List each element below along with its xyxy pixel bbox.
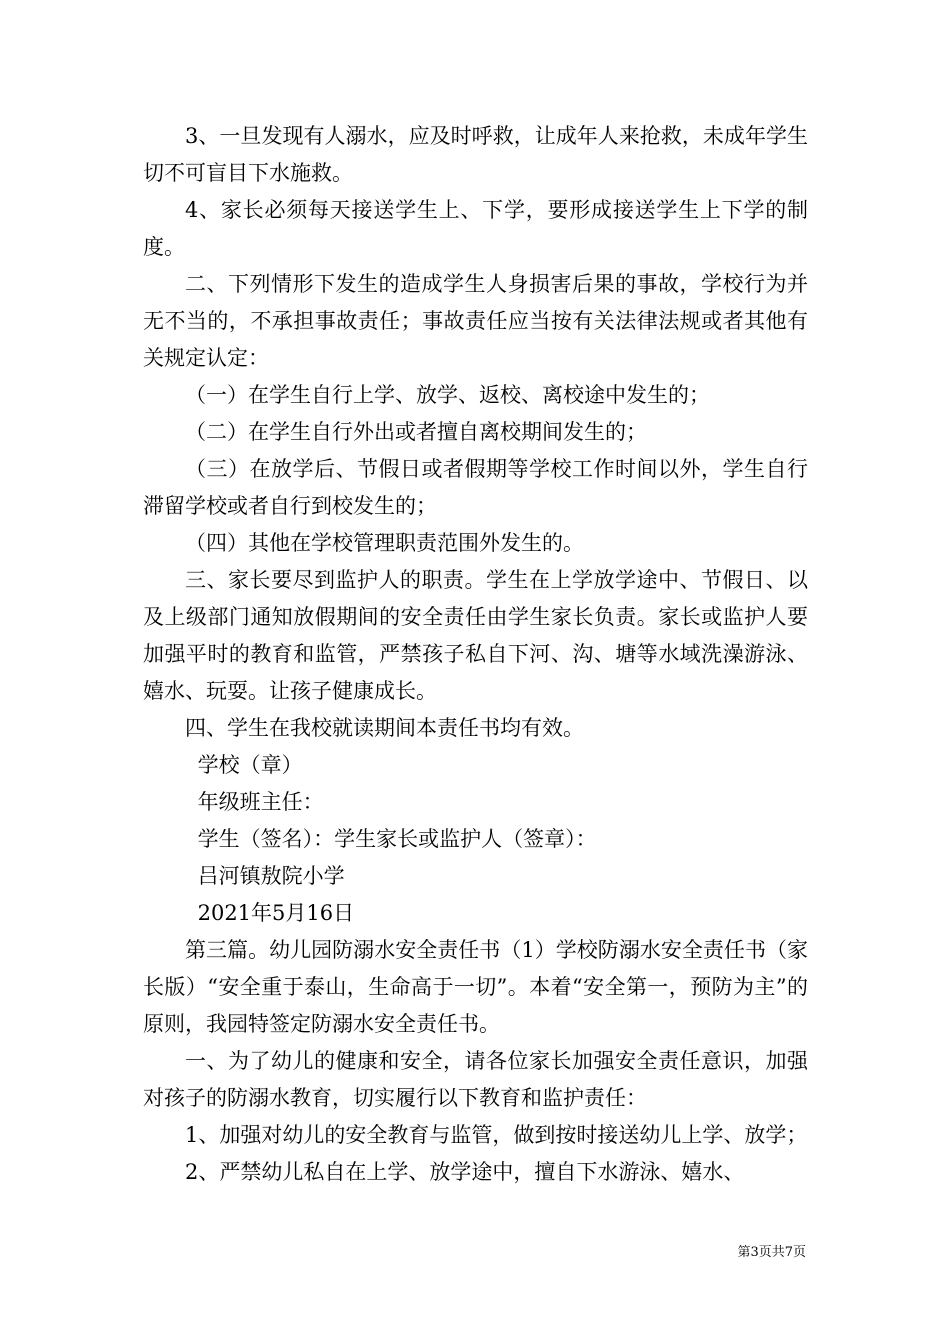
paragraph-case-1: （一）在学生自行上学、放学、返校、离校途中发生的；	[185, 383, 710, 407]
paragraph-item-3: 3、一旦发现有人溺水，应及时呼救，让成年人来抢救，未成年学生切不可盲目下水施救。	[143, 124, 808, 185]
signers-line: 学生（签名）：学生家长或监护人（签章）：	[197, 827, 597, 851]
date-line: 2021年5月16日	[197, 901, 355, 925]
document-body	[143, 118, 808, 1191]
paragraph-section-4: 四、学生在我校就读期间本责任书均有效。	[185, 716, 584, 740]
signature-block	[143, 747, 808, 932]
part-three-heading-paragraph: 第三篇。幼儿园防溺水安全责任书（1）学校防溺水安全责任书（家长版）“安全重于泰山，生命高于一切”。本着“安全第一，预防为主”的原则，我园特签定防溺水安全责任书。	[143, 938, 808, 1036]
paragraph-case-3: （三）在放学后、节假日或者假期等学校工作时间以外，学生自行滞留学校或者自行到校发生的；	[143, 457, 808, 518]
paragraph-case-2: （二）在学生自行外出或者擅自离校期间发生的；	[185, 420, 647, 444]
school-seal-line: 学校（章）	[197, 753, 303, 777]
part-three-item-1: 1、加强对幼儿的安全教育与监管，做到按时接送幼儿上学、放学；	[185, 1123, 808, 1147]
school-name-line: 吕河镇敖院小学	[197, 864, 345, 888]
page-number: 第3页共7页	[737, 1245, 806, 1260]
paragraph-section-2: 二、下列情形下发生的造成学生人身损害后果的事故，学校行为并无不当的，不承担事故责任；事故责任应当按有关法律法规或者其他有关规定认定：	[143, 272, 808, 370]
part-three-section-1: 一、为了幼儿的健康和安全，请各位家长加强安全责任意识，加强对孩子的防溺水教育，切实履行以下教育和监护责任：	[143, 1049, 808, 1110]
part-three-item-2: 2、严禁幼儿私自在上学、放学途中，擅自下水游泳、嬉水、	[185, 1160, 745, 1184]
paragraph-item-4: 4、家长必须每天接送学生上、下学，要形成接送学生上下学的制度。	[143, 198, 808, 259]
paragraph-section-3: 三、家长要尽到监护人的职责。学生在上学放学途中、节假日、以及上级部门通知放假期间的安全责任由学生家长负责。家长或监护人要加强平时的教育和监管，严禁孩子私自下河、沟、塘等水域洗澡游泳、嬉水、玩耍。让孩子健康成长。	[143, 568, 808, 703]
paragraph-case-4: （四）其他在学校管理职责范围外发生的。	[185, 531, 584, 555]
class-teacher-line: 年级班主任：	[197, 790, 324, 814]
